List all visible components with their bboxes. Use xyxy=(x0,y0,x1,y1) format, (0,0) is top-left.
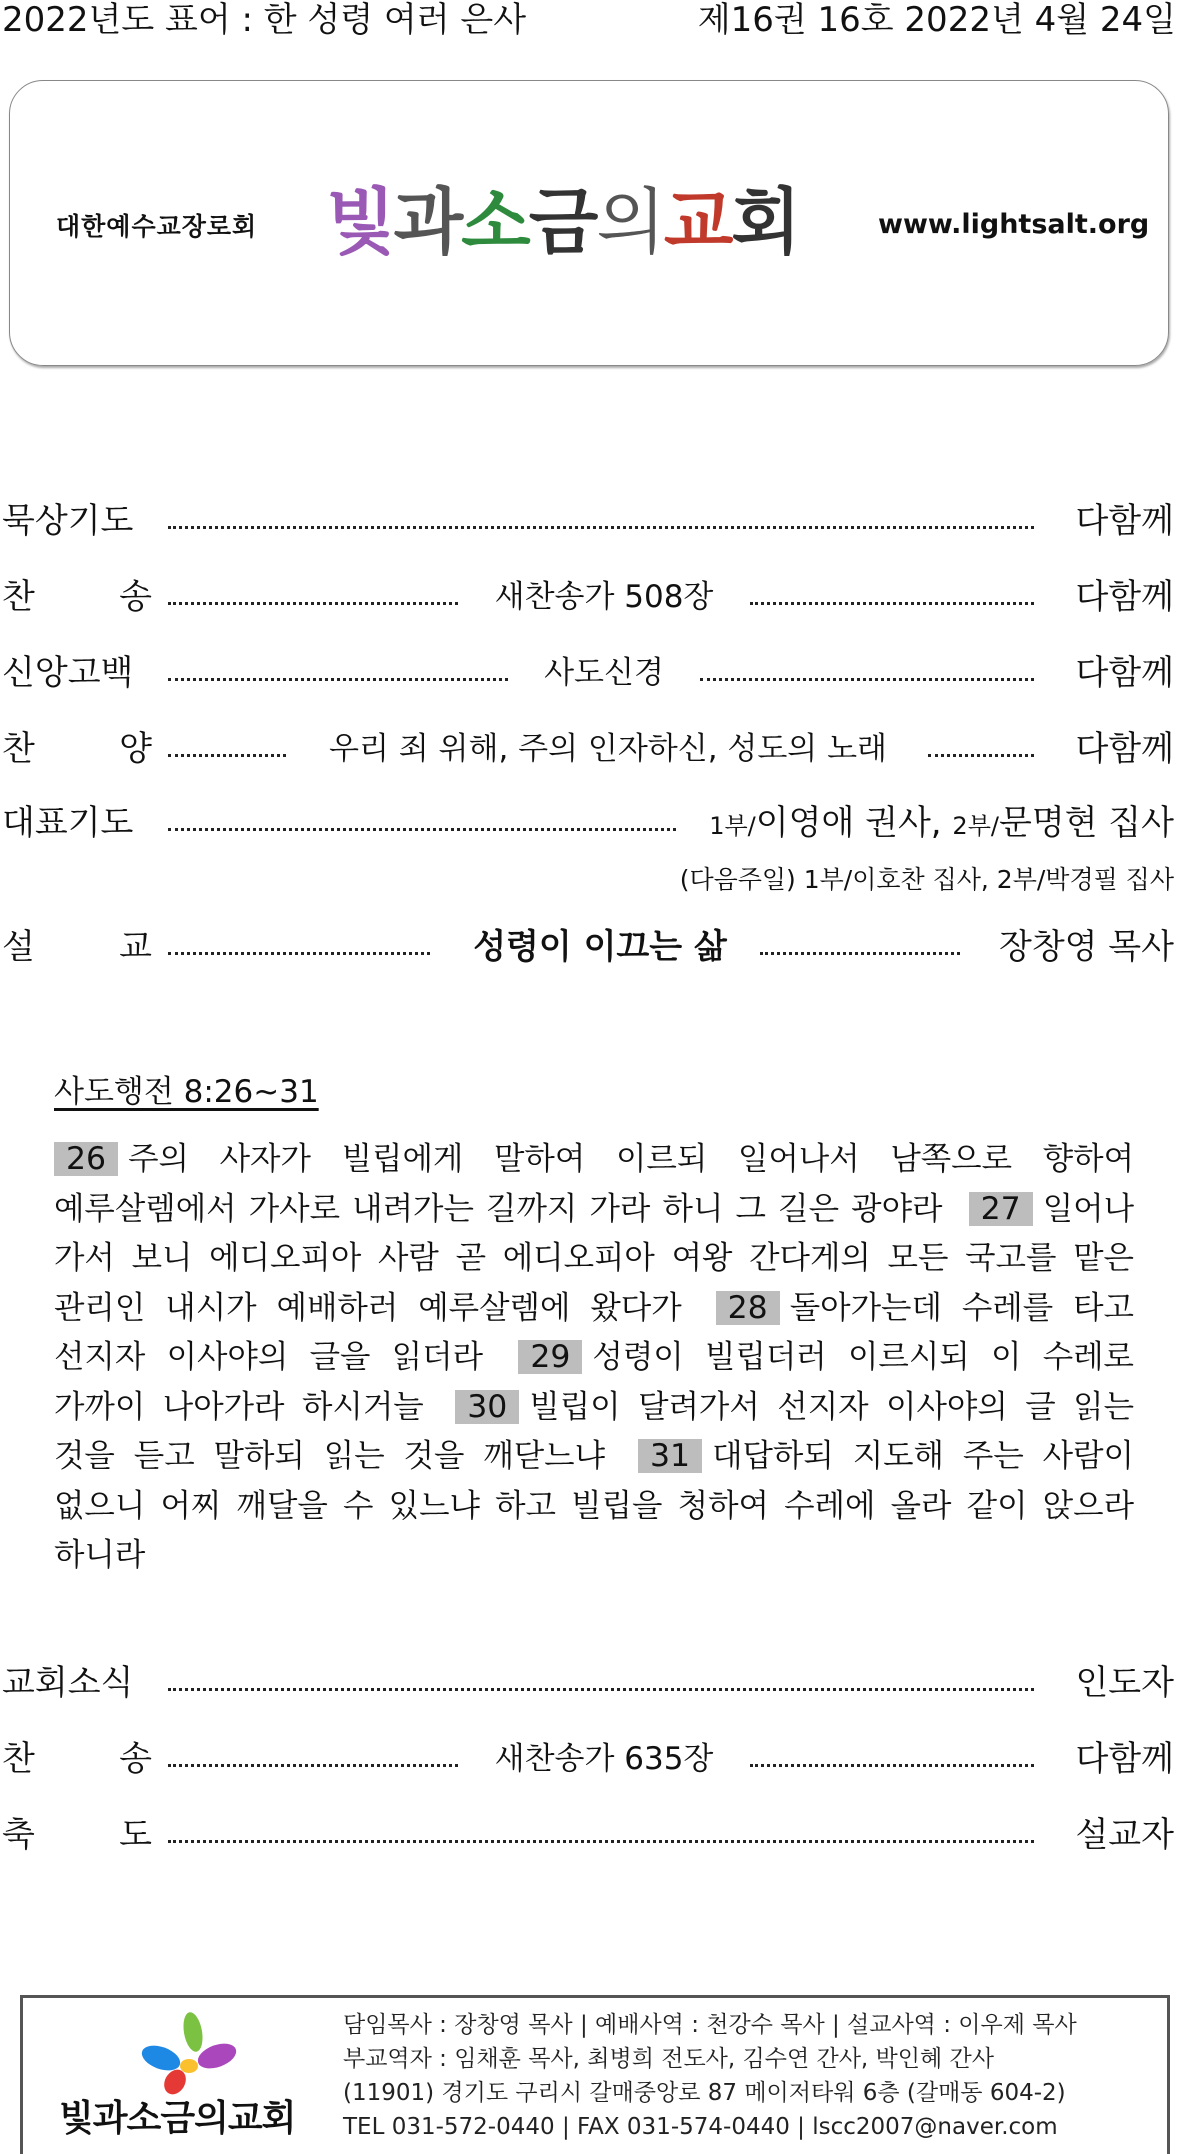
verse-text: 성령이 빌립더러 이르시되 이 수레로 가까이 나아가라 하시거늘 xyxy=(54,1339,1134,1425)
logo-char: 교 xyxy=(663,180,732,264)
preacher-name: 장창영 목사 xyxy=(998,927,1174,967)
order-who: 인도자 xyxy=(1075,1663,1174,1703)
year-motto: 2022년도 표어 : 한 성령 여러 은사 xyxy=(2,0,527,40)
verse-text: 주의 사자가 빌립에게 말하여 이르되 일어나서 남쪽으로 향하여 예루살렘에서 가사로 내려가는 길까지 가라 하니 그 길은 광야라 xyxy=(54,1141,1134,1227)
leader-dots xyxy=(168,952,430,955)
order-row-creed xyxy=(0,650,1182,696)
logo-char: 금 xyxy=(528,180,597,264)
verse-number: 28 xyxy=(716,1291,780,1325)
verse-number: 30 xyxy=(455,1390,519,1424)
verse-number: 31 xyxy=(638,1439,702,1473)
order-middle: 새찬송가 508장 xyxy=(494,579,714,615)
verse-text: 빌립이 달려가서 선지자 이사야의 글 읽는 것을 듣고 말하되 읽는 것을 깨닫느냐 xyxy=(54,1388,1135,1474)
staff-line: 담임목사 : 장창영 목사 | 예배사역 : 천강수 목사 | 설교사역 : 이우제 목사 xyxy=(343,2012,1077,2038)
order-middle: 우리 죄 위해, 주의 인자하신, 성도의 노래 xyxy=(329,731,887,767)
leader-dots xyxy=(928,754,1034,757)
order-label: 찬 양 xyxy=(2,729,152,769)
scripture-text xyxy=(54,1135,1134,1581)
contact-line: TEL 031-572-0440 | FAX 031-574-0440 | lscc2007@naver.com xyxy=(343,2114,1058,2140)
order-label: 신앙고백 xyxy=(2,653,134,693)
order-row-hymn-2 xyxy=(0,1736,1182,1782)
bulletin-header xyxy=(0,0,1182,40)
order-label: 대표기도 xyxy=(2,803,134,843)
sermon-title: 성령이 이끄는 삶 xyxy=(473,927,727,967)
order-row-news xyxy=(0,1660,1182,1706)
verse-text: 일어나 가서 보니 에디오피아 사람 곧 에디오피아 여왕 간다게의 모든 국고를 맡은 관리인 내시가 예배하러 예루살렘에 왔다가 xyxy=(54,1190,1135,1326)
order-row-hymn-1 xyxy=(0,574,1182,620)
verse-number: 29 xyxy=(518,1340,582,1374)
leader-dots xyxy=(700,678,1034,681)
church-website[interactable]: www.lightsalt.org xyxy=(878,209,1150,240)
order-who: 설교자 xyxy=(1075,1815,1174,1855)
church-logo-icon xyxy=(131,2010,241,2100)
address-line: (11901) 경기도 구리시 갈매중앙로 87 메이저타워 6층 (갈매동 604-2) xyxy=(343,2080,1066,2106)
leader-dots xyxy=(760,952,960,955)
footer-info xyxy=(343,2008,1077,2144)
leader-dots xyxy=(750,602,1034,605)
church-logo-text xyxy=(326,177,799,267)
church-banner xyxy=(9,80,1169,366)
order-who: 다함께 xyxy=(1075,729,1174,769)
order-row-praise xyxy=(0,726,1182,772)
logo-char: 과 xyxy=(393,180,462,264)
order-who: 다함께 xyxy=(1075,501,1174,541)
leader-dots xyxy=(168,1688,1034,1691)
order-label: 축 도 xyxy=(2,1815,152,1855)
leader-dots xyxy=(168,678,508,681)
order-label: 찬 송 xyxy=(2,577,152,617)
order-row-benediction xyxy=(0,1812,1182,1858)
associate-line: 부교역자 : 임채훈 목사, 최병희 전도사, 김수연 간사, 박인혜 간사 xyxy=(343,2046,994,2072)
verse-text: 돌아가는데 수레를 타고 선지자 이사야의 글을 읽더라 xyxy=(54,1289,1134,1375)
order-middle: 사도신경 xyxy=(544,655,664,691)
verse-number: 26 xyxy=(54,1142,118,1176)
order-label: 묵상기도 xyxy=(2,501,134,541)
logo-char: 소 xyxy=(461,180,529,264)
verse-text: 대답하되 지도해 주는 사람이 없으니 어찌 깨달을 수 있느냐 하고 빌립을 청하여 수레에 올라 같이 앉으라 하니라 xyxy=(54,1438,1134,1573)
order-label: 교회소식 xyxy=(2,1663,134,1703)
next-week-prayer: (다음주일) 1부/이호찬 집사, 2부/박경필 집사 xyxy=(679,865,1174,894)
leader-dots xyxy=(750,1764,1034,1767)
order-middle: 새찬송가 635장 xyxy=(494,1741,714,1777)
leader-dots xyxy=(168,1840,1034,1843)
order-row-meditation xyxy=(0,498,1182,544)
footer-brand: 빛과소금의교회 xyxy=(59,2098,296,2139)
order-row-prayer xyxy=(0,800,1182,846)
order-label: 찬 송 xyxy=(2,1739,152,1779)
leader-dots xyxy=(168,526,1034,529)
leader-dots xyxy=(168,1764,458,1767)
denomination-name: 대한예수교장로회 xyxy=(56,212,258,241)
prayer-leaders: 1부/이영애 권사, 2부/문명현 집사 xyxy=(709,803,1174,843)
order-row-sermon xyxy=(0,924,1182,970)
leader-dots xyxy=(168,828,676,831)
scripture-reference: 사도행전 8:26~31 xyxy=(54,1074,319,1110)
logo-char: 의 xyxy=(596,180,664,264)
order-label: 설 교 xyxy=(2,927,152,967)
leader-dots xyxy=(168,754,286,757)
order-who: 다함께 xyxy=(1075,1739,1174,1779)
leader-dots xyxy=(168,602,458,605)
issue-date: 제16권 16호 2022년 4월 24일 xyxy=(697,0,1176,40)
logo-char: 회 xyxy=(731,180,799,264)
logo-char: 빛 xyxy=(326,180,394,264)
order-who: 다함께 xyxy=(1075,653,1174,693)
verse-number: 27 xyxy=(969,1192,1033,1226)
church-footer xyxy=(20,1995,1170,2154)
order-who: 다함께 xyxy=(1075,577,1174,617)
